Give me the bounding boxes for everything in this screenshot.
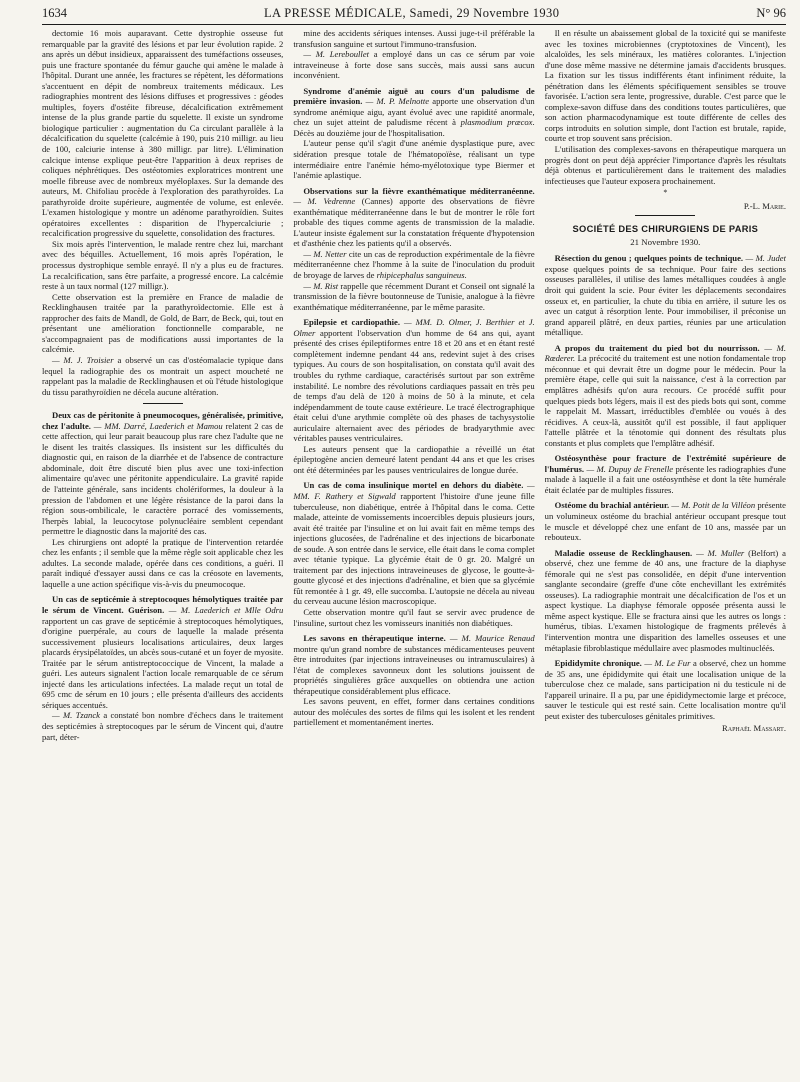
report-text: (Cannes) apporte des observations de fièvre exanthématique méditerranéenne dans le but de montrer le rôle fort probable des tiques comme agents de transmission de la maladie. L'auteur insiste également sur la constatation fréquente d'hypotension et d'asthénie chez les patients qu'il a observés. xyxy=(293,196,535,249)
author-name: — M. J. Troisier xyxy=(52,354,114,365)
paragraph: Les chirurgiens ont adopté la pratique de l'intervention retardée chez les enfants ; il semble que la même règle soit applicable chez les adultes. La seconde malade, opérée dans ces conditions, a guéri. Il paraît indiqué d'essayer aussi dans ce cas la créosote en lavements, laquelle a une action spécifique vis-à-vis du pneumocoque. xyxy=(42,536,284,589)
report-text: relatent 2 cas de cette affection, qui leur parait beaucoup plus rare chez l'adulte que ne le disent les traités classiques. Ils insistent sur les difficultés du diagnostic qui, en raison de la diarrhée et de l'absence de contracture abdominale, doit être discuté bien plus avec une toxi-infection alimentaire qu'avec une péritonite appendiculaire. La gravité rapide de l'atteinte générale, sans incidents cholériformes, la douleur à la pression de l'abdomen et une légère résistance de la paroi dans la région sous-ombilicale, le caractère porracé des vomissements, l'herpès labial, la leucocytose polynucléaire semblent cependant permettre le diagnostic dans la majorité des cas. xyxy=(42,420,284,537)
report-entry xyxy=(545,343,786,448)
author-name: — M. Maurice Renaud xyxy=(445,633,535,644)
column-1 xyxy=(42,28,283,1074)
report-entry xyxy=(545,253,786,337)
report-title: Deux cas de péritonite à pneumocoques, généralisée, primitive, chez l'adulte. xyxy=(42,410,284,431)
report-text: a observé, chez un homme de 35 ans, une épididymite qui était une localisation unique de la tuberculose chez ce malade, sans participation ni du testicule ni de l'appareil urinaire. Il a pu, par une épididymectomie large et précoce, sauver le testicule qui est resté sain. Cette localisation montre qu'il peut exister des tuberculoses génitales primitives. xyxy=(544,658,786,721)
author-name: — M. Le Fur xyxy=(641,658,691,669)
signature: P.-L. Marie. xyxy=(743,200,786,211)
author-name: — M. Laederich et Mlle Odru xyxy=(164,604,284,615)
report-text: apporte une observation d'un syndrome anémique aigu, ayant évolué avec une rapidité anormale, chez un sujet atteint de paludisme récent à xyxy=(293,96,535,128)
report-entry xyxy=(545,658,786,721)
signature: Raphaël Massart. xyxy=(722,723,786,734)
report-text: apportent l'observation d'un homme de 64 ans qui, ayant présenté des crises épileptiformes entre 18 et 20 ans et en étant resté complètement indemne pendant 44 ans, redevint sujet à des crises typiques. Au cours de son hospitalisation, on constata qu'il avait des troubles du rythme cardiaque, caractérisés surtout par son extrême instabilité. Le nombre des révolutions cardiaques passait en très peu de temps d'au delà de 120 à moins de 50 à la minute, et cela indépendamment de toute cause extérieure. Le tracé électrographique était celui d'une arythmie complète où des phases de tachysystolie auriculaire alternaient avec des périodes de bradyarythmie avec véritables pauses ventriculaires. xyxy=(293,327,535,444)
running-title: LA PRESSE MÉDICALE, Samedi, 29 Novembre 1930 xyxy=(263,5,560,20)
author-name: — M. Judet xyxy=(743,253,786,264)
separator xyxy=(635,215,695,216)
report-text: présente un volumineux ostéome du brachial antérieur occupant presque tout le muscle et développé chez une enfant de 10 ans, massée par un rebouteux. xyxy=(544,500,786,543)
report-title: Un cas de septicémie à streptocoques hémolytiques traitée par le sérum de Vincent. Guérison. xyxy=(42,594,284,615)
report-entry xyxy=(293,633,534,696)
report-title: Epilepsie et cardiopathie. xyxy=(303,317,400,328)
report-entry xyxy=(545,548,786,653)
paragraph: Six mois après l'intervention, le malade rentre chez lui, marchant avec des béquilles. Actuellement, 16 mois après l'opération, le processus dystrophique semble enrayé. Il n'y a plus eu de fractures. La recalcification, sans être parfaite, a progressé encore. La calcémie reste à un taux normal (127 milligr.). xyxy=(42,238,284,292)
paragraph xyxy=(293,281,534,313)
asterisk-ornament: * xyxy=(663,188,668,198)
report-title: Syndrome d'anémie aiguë au cours d'un paludisme de première invasion. xyxy=(293,85,535,107)
author-name: — M. Tzanck xyxy=(52,710,100,721)
author-name: — M. Vedrenne xyxy=(293,196,356,207)
report-title: A propos du traitement du pied bot du nourrisson. xyxy=(554,342,760,353)
page-number: 1634 xyxy=(42,5,67,20)
report-text: présente les radiographies d'une malade à laquelle il a fait une ostéosynthèse et dont la tête humérale était éclatée par de multiples fissures. xyxy=(544,463,786,495)
report-entry xyxy=(293,86,534,139)
paragraph xyxy=(42,710,283,742)
author-name: — MM. D. Olmer, J. Berthier et J. Olmer xyxy=(293,317,535,338)
author-name: — M. Muller xyxy=(692,547,745,558)
report-entry xyxy=(293,186,534,249)
paragraph: Les auteurs pensent que la cardiopathie a réveillé un état épileptogène ancien demeuré latent pendant 44 ans et que les crises ont été déterminées par les pauses ventriculaires de longue durée. xyxy=(293,443,535,475)
column-2 xyxy=(293,28,534,1074)
report-entry xyxy=(293,480,534,607)
column-3 xyxy=(545,28,786,1074)
report-entry xyxy=(42,594,283,710)
author-name: — M. Netter xyxy=(303,248,347,259)
author-name: — M. P. Melnotte xyxy=(362,96,430,107)
paragraph-text: cite un cas de reproduction expérimentale de la fièvre méditerranéenne chez l'homme à la suite de l'inoculation du produit de broyage de larves de xyxy=(293,248,535,281)
paragraph xyxy=(293,249,534,281)
report-title: Ostéosynthèse pour fracture de l'extrémité supérieure de l'humérus. xyxy=(544,453,786,474)
author-name: — MM. F. Rathery et Sigwald xyxy=(293,480,535,501)
article-columns xyxy=(42,28,786,1074)
report-title: Un cas de coma insulinique mortel en dehors du diabète. xyxy=(303,480,524,491)
paragraph-text: a constaté bon nombre d'échecs dans le traitement des septicémies à streptocoques par le sérum de Vincent qui, d'autre part, déter- xyxy=(42,710,284,742)
report-title: Observations sur la fièvre exanthématique méditerranéenne. xyxy=(303,185,535,196)
author-name: — M. Rœderer. xyxy=(544,342,786,364)
author-name: — M. Potit de la Villéon xyxy=(669,500,756,511)
society-title: SOCIÉTÉ DES CHIRURGIENS DE PARIS xyxy=(572,224,759,235)
report-text: (Belfort) a observé, chez une femme de 40 ans, une fracture de la diaphyse fémorale qui ne s'est pas consolidée, en dépit d'une intervention sanglante secondaire (greffe d'une côte enchevillant les extrémités osseuses). La radiographie montrait une décalcification de l'os et un aspect kystique. La diaphyse fémorale opposée présenta aussi le même aspect kystique. Elle se fractura ainsi que les autres os longs : humérus, tibias. L'examen histologique de fragments prélevés à l'intervention montra une disparition des lamelles osseuses et une métaplasie fibroblastique médullaire avec plasmodes multinucléés. xyxy=(544,547,786,653)
report-text: rapportent un cas grave de septicémie à streptocoques hémolytiques, d'origine puerpérale, au cours de laquelle la malade présenta successivement plusieurs localisations articulaires, deux larges placards érysipélatoïdes, un abcès sous-cutané et un foyer de myosite. Traitée par le sérum antistreptococcique de Vincent, la malade a guéri. Les auteurs signalent l'action locale remarquable de ce sérum injecté dans les articulations infectées. La malade reçut un total de 695 cmc de sérum en 10 jours ; elle présenta d'ailleurs des accidents sériques accentués. xyxy=(42,615,284,710)
species-name: plasmodium præcox xyxy=(460,117,533,128)
session-date: 21 Novembre 1930. xyxy=(630,236,701,247)
report-title: Les savons en thérapeutique interne. xyxy=(303,633,446,644)
issue-number: N° 96 xyxy=(756,5,786,20)
report-text: rapportent l'histoire d'une jeune fille tuberculeuse, non diabétique, entrée à l'hôpital dans le coma. Cette malade, atteinte de vomissements incoercibles depuis plusieurs jours, avait été traitée par l'insuline et on lui avait fait en même temps des injections glucosées, de l'adrénaline et des injections de bicarbonate de soude. A son entrée dans le service, elle était dans le coma complet avec tétanie typique. La glycémie était de 0 gr. 20. Malgré un traitement par des injections intraveineuses de glycose, le goutte-à-goutte glycosé et des injections d'adrénaline, et bien que sa glycémie fût remontée à 1 gr. 49, elle succomba. L'autopsie ne décela au niveau du cerveau aucune lésion macroscopique. xyxy=(293,490,535,607)
report-entry xyxy=(293,317,534,444)
paragraph xyxy=(293,49,534,81)
paragraph: dectomie 16 mois auparavant. Cette dystrophie osseuse fut remarquable par la gravité des lésions et par leur évolution rapide. 2 ans après un début insidieux, apparaissent des tuméfactions osseuses, puis une fracture spontanée du fémur gauche qui amène le malade à l'hôpital. Durant une année, les fractures se répètent, les déformations s'accentuent en dépit de nombreux traitements médicaux. Les radiographies montrent des lésions diffuses et progressives : géodes multiples, foyers d'ostéite fibreuse, décalcification extrêmement intense de la plus grande partie du squelette. Il existe un syndrome biologique particulier : augmentation du Ca circulant parallèle à la décalcification du squelette (calcémie à 190, puis 210 milligr. au lieu de 100, calciurie intense à 380 milligr. par litre). L'élimination calcique intense explique peut-être l'apparition à deux reprises de coliques néphrétiques. Des ostéotomies exploratrices montrent une moelle fibreuse avec de nombreux myéloplaxes. Sur la demande des auteurs, M. Chifoliau procède à l'exploration des parathyroïdes. La parathyroïde droite supérieure, augmentée de volume, est enlevée. L'examen histologique y montre un adénome parathyroïdien. Suites opératoires excellentes : disparition de l'hypercalciurie ; recalcification progressive du squelette, consolidation des fractures. xyxy=(42,28,284,239)
report-entry xyxy=(545,500,786,542)
species-name: rhipicephalus sanguineus xyxy=(376,270,465,281)
report-title: Epididymite chronique. xyxy=(554,658,642,669)
paragraph: mine des accidents sériques intenses. Aussi juge-t-il préférable la transfusion sanguine et surtout l'immuno-transfusion. xyxy=(293,28,535,49)
paragraph: Cette observation est la première en France de maladie de Recklinghausen traitée par la parathyroïdectomie. Elle est à rapprocher des faits de Mandl, de Gold, de Barr, de Beck, qui, tout en présentant une amélioration fonctionnelle comparable, ne s'accompagnaient pas de modifications aussi importantes de la calcémie. xyxy=(42,291,284,355)
report-entry xyxy=(42,410,283,537)
paragraph: L'utilisation des complexes-savons en thérapeutique marquera un progrès dont on peut déjà apprécier l'importance d'après les résultats déjà obtenus et particulièrement dans le traitement des maladies infectieuses que l'auteur exposera prochainement. xyxy=(544,144,786,186)
paragraph-text: a employé dans un cas ce sérum par voie intraveineuse à forte dose sans succès, mais aussi sans aucun inconvénient. xyxy=(293,49,535,81)
paragraph-text: rappelle que récemment Durant et Conseil ont signalé la transmission de la fièvre boutonneuse de Tunisie, analogue à la fièvre exanthématique méditerranéenne, par le même parasite. xyxy=(293,280,535,312)
report-text: . Décès au douzième jour de l'hospitalisation. xyxy=(293,117,535,138)
report-title: Résection du genou ; quelques points de technique. xyxy=(554,253,744,264)
paragraph: Cette observation montre qu'il faut se servir avec prudence de l'insuline, surtout chez les vomisseurs inanitiés non diabétiques. xyxy=(293,606,535,628)
paragraph: Il en résulte un abaissement global de la toxicité qui se manifeste avec les toxines microbiennes (cryptotoxines de Vincent), les alcaloïdes, les sels minéraux, les matières colorantes. L'injection d'une dose même massive ne détermine jamais d'accidents brusques. La fixation sur les tissus indifférents étant infiniment réduite, la pénétration dans les éléments spécifiquement sensibles se trouve favorisée. L'action sera lente, progressive, durable. C'est parce que le complexe-savon diffuse dans des conditions toutes particulières, que son action pharmacodynamique est toute différente de celles des corps introduits en solution simple, dont l'action est brutale, rapide, courte et trop souvent sans précision. xyxy=(544,28,786,144)
paragraph-text: . xyxy=(464,270,467,281)
paragraph: L'auteur pense qu'il s'agit d'une anémie dysplastique pure, avec sidération presque totale de l'hématopoïèse, réalisant un type intermédiaire entre l'anémie hémo-myélotoxique type Biermer et l'anémie aplastique. xyxy=(293,138,535,181)
author-name: — M. Rist xyxy=(303,280,339,291)
paragraph xyxy=(42,355,283,397)
separator xyxy=(143,403,183,404)
author-name: — M. Lereboullet xyxy=(303,49,370,60)
author-name: — MM. Darré, Laederich et Mamou xyxy=(90,420,223,431)
report-title: Ostéome du brachial antérieur. xyxy=(554,500,670,511)
report-entry xyxy=(545,453,786,495)
report-text: La précocité du traitement est une notion fondamentale trop méconnue et qui devrait être un dogme pour le médecin. Pour la première étape, celle qui suit la naissance, c'est à la correction par emplâtres adhésifs qu'on aura recours. Ce procédé suffit pour quelques pieds bots légers, mais il est des pieds bots qui sont, comme le rappelait M. Massart, irréductibles d'emblée ou voués à des récidives. A ceux-là, aussitôt qu'il est possible, il faut appliquer l'attelle plâtrée et la ténotomie qui donnent des résultats plus constants et plus complets que l'emplâtre adhésif. xyxy=(544,353,786,448)
paragraph: Les savons peuvent, en effet, former dans certaines conditions autour des molécules des sortes de films qui les isolent et les rendent partiellement et momentanément inertes. xyxy=(293,696,535,728)
report-text: montre qu'un grand nombre de substances médicamenteuses peuvent être introduites (par injections intraveineuses ou intramusculaires) à l'état de complexes savonneux dont les solutions jouissent de propriétés singulières grâce auxquelles on obtiendra une action thérapeutique considérablement plus efficace. xyxy=(293,643,535,696)
paragraph-text: a observé un cas d'ostéomalacie typique dans lequel la radiographie des os montrait un aspect moucheté ne rappelant pas la maladie de Recklinghausen et où l'étude histologique du tissu parathyroïdien ne décela aucune altération. xyxy=(42,354,284,397)
author-name: — M. Dupuy de Frenelle xyxy=(584,463,674,474)
page-header xyxy=(42,2,786,25)
report-text: expose quelques points de sa technique. Pour faire des sections osseuses parallèles, il utilise des lames métalliques coudées à angle droit qui guident la scie. Pour éviter les déplacements secondaires osseux et, en particulier, la chute du tibia en arrière, il suture les os avec un catgut à résorption lente. Pour immobiliser, il préconise un grand appareil plâtré, en deux parties, réunies par une articulation métallique. xyxy=(544,263,786,338)
report-title: Maladie osseuse de Recklinghausen. xyxy=(554,547,693,558)
